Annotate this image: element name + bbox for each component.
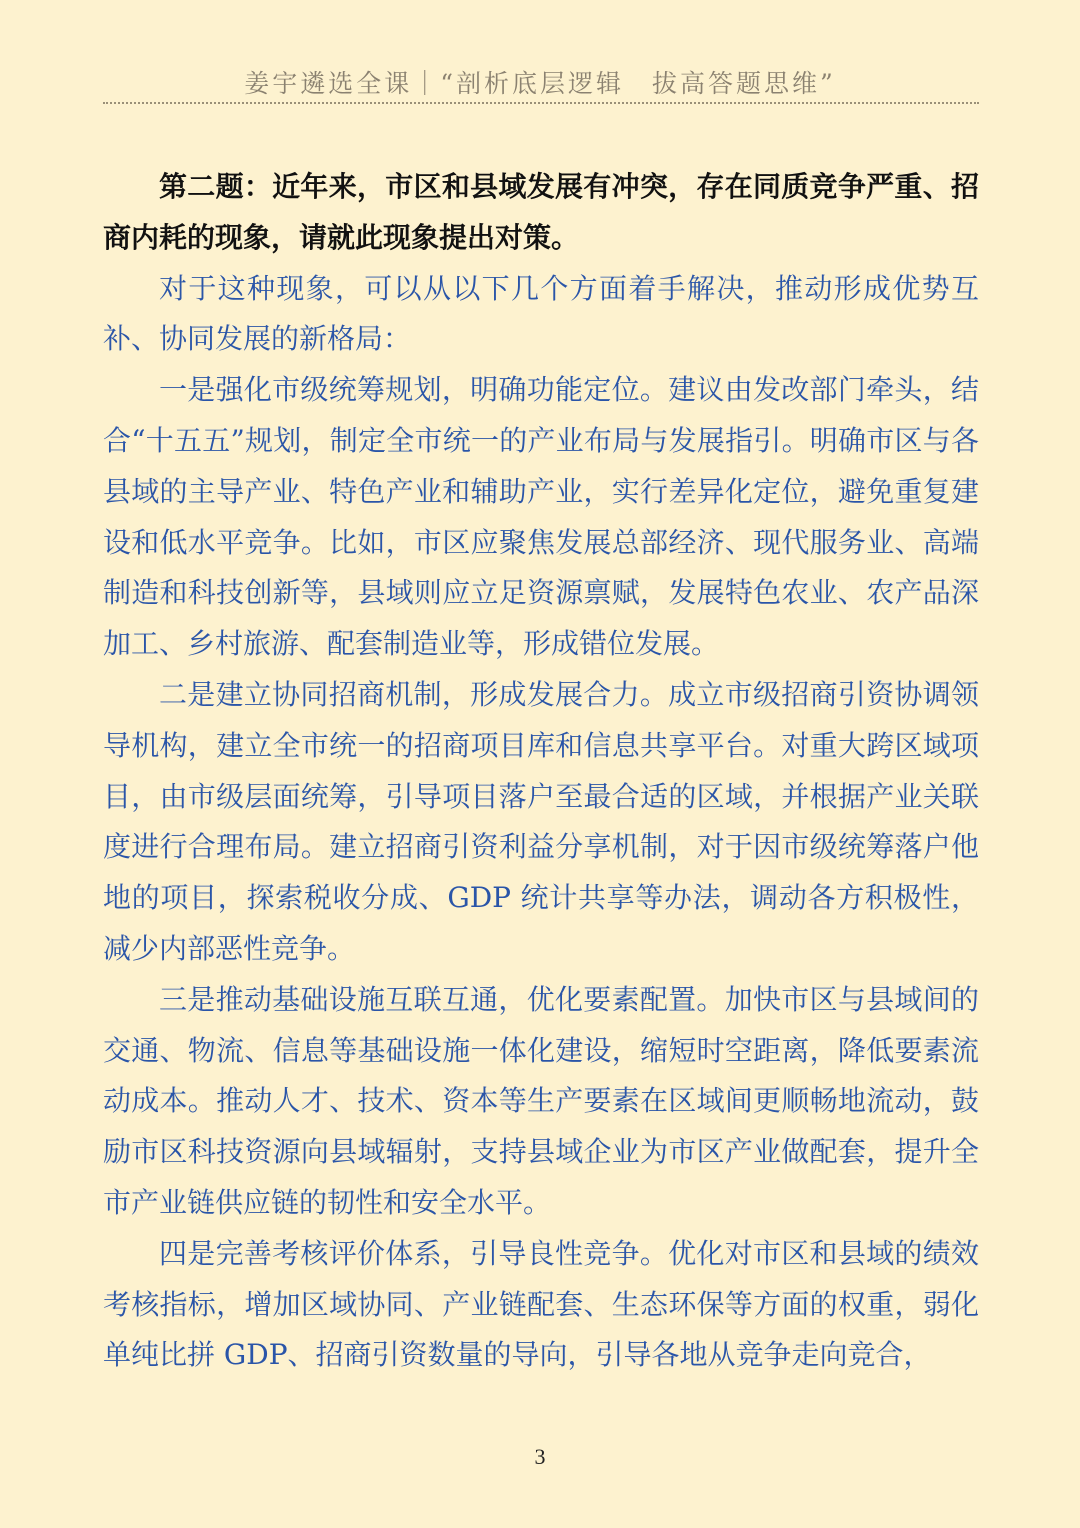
header-divider — [103, 102, 979, 104]
answer-point-1-paragraph: 一是强化市级统筹规划，明确功能定位。建议由发改部门牵头，结合“十五五”规划，制定全市统一的产业布局与发展指引。明确市区与各县域的主导产业、特色产业和辅助产业，实行差异化定位，避免重复建设和低水平竞争。比如，市区应聚焦发展总部经济、现代服务业、高端制造和科技创新等，县域则应立足资源禀赋，发展特色农业、农产品深加工、乡村旅游、配套制造业等，形成错位发展。 — [103, 373, 979, 661]
running-header: 姜宇遴选全课｜“剖析底层逻辑 拔高答题思维” — [244, 69, 836, 98]
page-number: 3 — [534, 1444, 546, 1469]
question-paragraph: 第二题：近年来，市区和县域发展有冲突，存在同质竞争严重、招商内耗的现象，请就此现象提出对策。 — [103, 170, 979, 254]
answer-point-3-paragraph: 三是推动基础设施互联互通，优化要素配置。加快市区与县域间的交通、物流、信息等基础设施一体化建设，缩短时空距离，降低要素流动成本。推动人才、技术、资本等生产要素在区域间更顺畅地流动，鼓励市区科技资源向县域辐射，支持县域企业为市区产业做配套，提升全市产业链供应链的韧性和安全水平。 — [103, 982, 979, 1219]
page-body — [103, 162, 979, 1381]
answer-point-4-paragraph: 四是完善考核评价体系，引导良性竞争。优化对市区和县域的绩效考核指标，增加区域协同、产业链配套、生态环保等方面的权重，弱化单纯比拼 GDP、招商引资数量的导向，引导各地从竞争走向竞合， — [103, 1236, 979, 1372]
answer-intro-paragraph: 对于这种现象，可以从以下几个方面着手解决，推动形成优势互补、协同发展的新格局： — [103, 271, 979, 356]
answer-point-2-paragraph: 二是建立协同招商机制，形成发展合力。成立市级招商引资协调领导机构，建立全市统一的招商项目库和信息共享平台。对重大跨区域项目，由市级层面统筹，引导项目落户至最合适的区域，并根据产业关联度进行合理布局。建立招商引资利益分享机制，对于因市级统筹落户他地的项目，探索税收分成、GDP 统计共享等办法，调动各方积极性，减少内部恶性竞争。 — [103, 677, 979, 965]
